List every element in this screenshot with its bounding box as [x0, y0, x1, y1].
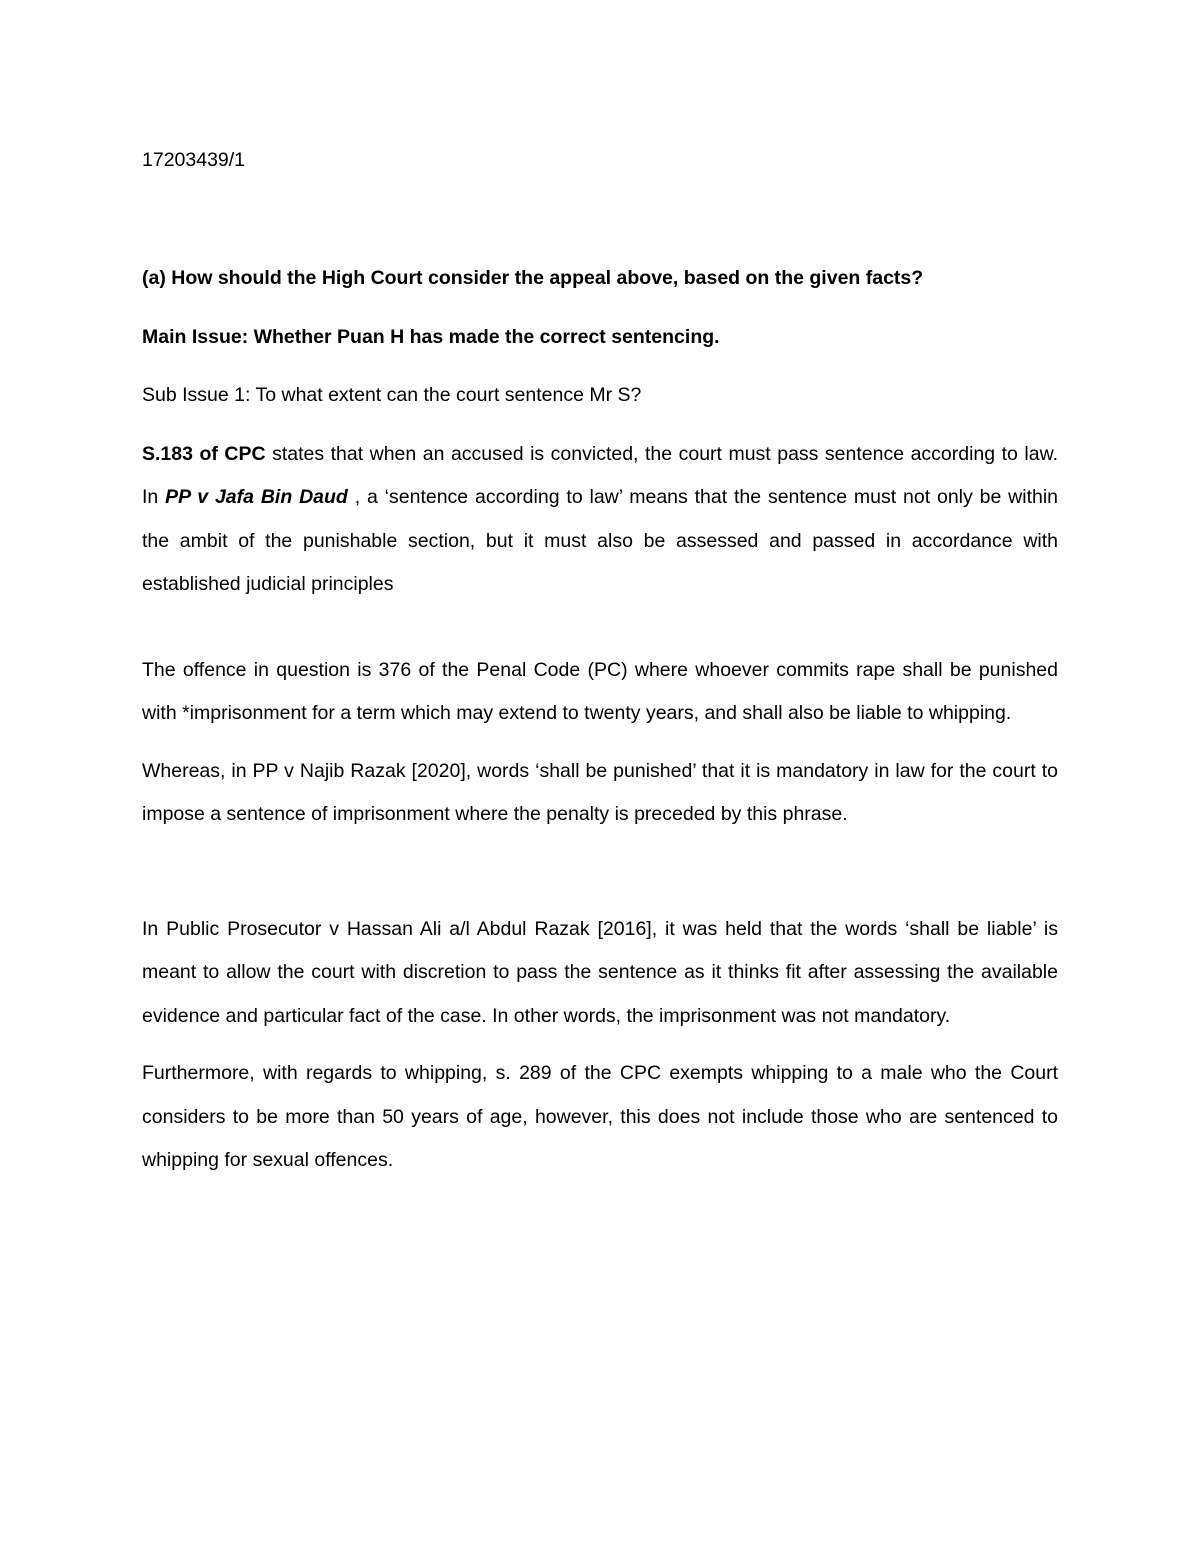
sub-issue-1: Sub Issue 1: To what extent can the court sentence Mr S? [142, 384, 642, 406]
paragraph-offence: The offence in question is 376 of the Penal Code (PC) where whoever commits rape shall be punished with *imprisonment for a term which may extend to twenty years, and shall also be liable to whipping. [142, 658, 1058, 724]
main-issue-heading: Main Issue: Whether Puan H has made the correct sentencing. [142, 325, 720, 348]
document-id: 17203439/1 [142, 149, 246, 171]
question-a-heading: (a) How should the High Court consider the appeal above, based on the given facts? [142, 267, 924, 289]
paragraph-s183 [142, 433, 1058, 607]
paragraph-hassan: In Public Prosecutor v Hassan Ali a/l Abdul Razak [2016], it was held that the words ‘shall be liable’ is meant to allow the court with discretion to pass the sentence as it thinks fit after assessing the available evidence and particular fact of the case. In other words, the imprisonment was not mandatory. [142, 917, 1058, 1027]
document-body [142, 145, 1058, 1183]
paragraph-s183-text-2: , a ‘sentence according to law’ means that the sentence must not only be within the ambit of the punishable section, but it must also be assessed and passed in accordance with established judicial principles [142, 486, 1059, 595]
statute-citation: S.183 of CPC [142, 442, 266, 465]
paragraph-najib: Whereas, in PP v Najib Razak [2020], words ‘shall be punished’ that it is mandatory in law for the court to impose a sentence of imprisonment where the penalty is preceded by this phrase. [142, 759, 1058, 825]
paragraph-s183-text-1: states that when an accused is convicted, the court must pass sentence according to law. In [142, 442, 1058, 508]
case-citation: PP v Jafa Bin Daud [165, 486, 348, 508]
paragraph-whipping: Furthermore, with regards to whipping, s. 289 of the CPC exempts whipping to a male who the Court considers to be more than 50 years of age, however, this does not include those who are sentenced to whipping for sexual offences. [142, 1062, 1058, 1171]
